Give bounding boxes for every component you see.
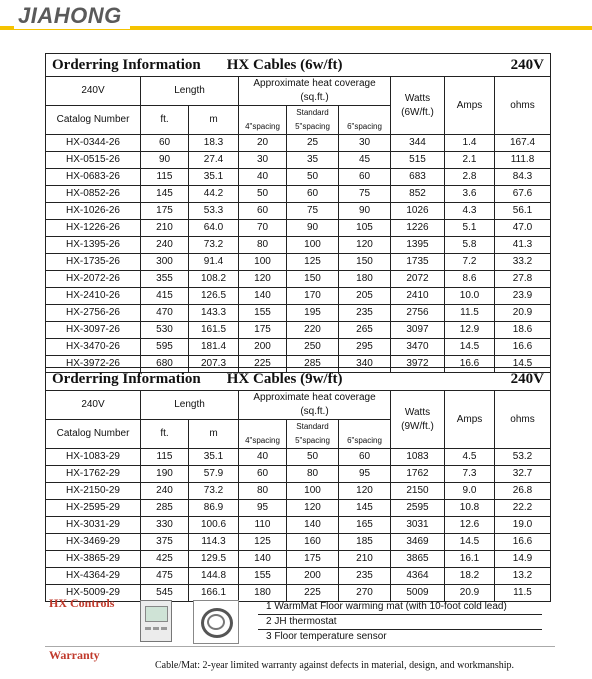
table-cell: 32.7	[495, 466, 551, 483]
floor-sensor-image	[193, 600, 239, 644]
table-cell: 125	[239, 534, 287, 551]
table-row	[46, 500, 551, 517]
table-cell: 175	[287, 551, 339, 568]
table-cell: 16.6	[495, 339, 551, 356]
ohms-header: ohms	[495, 391, 551, 449]
table-cell: 150	[339, 254, 391, 271]
warranty-label: Warranty	[49, 648, 100, 662]
ohms-header: ohms	[495, 77, 551, 135]
table-cell: 95	[339, 466, 391, 483]
table-cell: 10.0	[445, 288, 495, 305]
table-cell: 545	[141, 585, 189, 602]
thermostat-button	[153, 627, 159, 630]
table-row	[46, 449, 551, 466]
table-cell: 22.2	[495, 500, 551, 517]
spacing-5-label: 5"spacing	[295, 122, 330, 131]
table-row	[46, 339, 551, 356]
table-row	[46, 517, 551, 534]
table-cell: HX-1083-29	[46, 449, 141, 466]
table-cell: 225	[239, 356, 287, 373]
table-cell: 285	[141, 500, 189, 517]
table-cell: 425	[141, 551, 189, 568]
table-cell: 95	[239, 500, 287, 517]
table-cell: 11.5	[445, 305, 495, 322]
table-cell: 47.0	[495, 220, 551, 237]
table-cell: HX-2756-26	[46, 305, 141, 322]
table-cell: 16.6	[445, 356, 495, 373]
table-cell: 155	[239, 568, 287, 585]
table-cell: 240	[141, 483, 189, 500]
table-cell: 3972	[391, 356, 445, 373]
table-cell: 80	[239, 483, 287, 500]
table-cell: 27.8	[495, 271, 551, 288]
spacing-6-header: 6"spacing	[339, 420, 391, 449]
table-cell: 4.5	[445, 449, 495, 466]
table-cell: 1083	[391, 449, 445, 466]
spacing-5-standard: Standard	[296, 422, 329, 431]
table-cell: 300	[141, 254, 189, 271]
spacing-4-header: 4"spacing	[239, 420, 287, 449]
table-cell: 160	[287, 534, 339, 551]
catalog-header: Catalog Number	[46, 420, 141, 449]
table-cell: 129.5	[189, 551, 239, 568]
table-cell: 126.5	[189, 288, 239, 305]
table-cell: 3865	[391, 551, 445, 568]
table-cell: 2595	[391, 500, 445, 517]
table-cell: HX-3972-26	[46, 356, 141, 373]
table-cell: 10.8	[445, 500, 495, 517]
table-cell: 40	[239, 449, 287, 466]
table-title: Orderring Information	[52, 371, 201, 387]
table-cell: 170	[287, 288, 339, 305]
voltage-cell: 240V	[46, 391, 141, 420]
table-cell: 530	[141, 322, 189, 339]
table-title: Orderring Information	[52, 57, 201, 73]
table-cell: 44.2	[189, 186, 239, 203]
table-cell: 111.8	[495, 152, 551, 169]
table-cell: 16.1	[445, 551, 495, 568]
table-cell: 73.2	[189, 483, 239, 500]
thermostat-button	[145, 627, 151, 630]
table-cell: 235	[339, 568, 391, 585]
table-cell: 115	[141, 169, 189, 186]
table-row	[46, 466, 551, 483]
table-cell: 100	[239, 254, 287, 271]
table-cell: 11.5	[495, 585, 551, 602]
table-cell: 7.3	[445, 466, 495, 483]
table-cell: 91.4	[189, 254, 239, 271]
table-cell: 8.6	[445, 271, 495, 288]
table-cell: 140	[239, 288, 287, 305]
table-cell: 5.8	[445, 237, 495, 254]
table-cell: 1.4	[445, 135, 495, 152]
table-cell: 5.1	[445, 220, 495, 237]
table-cell: 12.9	[445, 322, 495, 339]
table-cell: 73.2	[189, 237, 239, 254]
m-header: m	[189, 106, 239, 135]
table-cell: 1395	[391, 237, 445, 254]
table-cell: 108.2	[189, 271, 239, 288]
table-cell: 67.6	[495, 186, 551, 203]
watts-unit: (9W/ft.)	[401, 420, 434, 432]
table-cell: 20.9	[495, 305, 551, 322]
table-cell: 515	[391, 152, 445, 169]
table-cell: 114.3	[189, 534, 239, 551]
watts-label: Watts	[404, 406, 431, 418]
table-cell: 2756	[391, 305, 445, 322]
spacing-5-standard: Standard	[296, 108, 329, 117]
table-cell: 13.2	[495, 568, 551, 585]
table-cell: 167.4	[495, 135, 551, 152]
spacing-4-header: 4"spacing	[239, 106, 287, 135]
table-cell: 35.1	[189, 169, 239, 186]
table-row	[46, 305, 551, 322]
sensor-coil-inner	[207, 614, 225, 630]
table-cell: 14.5	[445, 534, 495, 551]
table-cell: 3470	[391, 339, 445, 356]
table-cell: 50	[287, 449, 339, 466]
cable-type: HX Cables (9w/ft)	[226, 371, 343, 387]
table-cell: 140	[287, 517, 339, 534]
table-cell: 2150	[391, 483, 445, 500]
table-cell: 270	[339, 585, 391, 602]
table-cell: 265	[339, 322, 391, 339]
table-cell: 250	[287, 339, 339, 356]
table-cell: HX-3097-26	[46, 322, 141, 339]
table-cell: 7.2	[445, 254, 495, 271]
table-cell: 120	[239, 271, 287, 288]
table-cell: 12.6	[445, 517, 495, 534]
table-cell: 18.3	[189, 135, 239, 152]
table-cell: HX-2410-26	[46, 288, 141, 305]
table-cell: 80	[287, 466, 339, 483]
table-cell: 40	[239, 169, 287, 186]
table-cell: HX-2595-29	[46, 500, 141, 517]
table-cell: 70	[239, 220, 287, 237]
table-cell: 207.3	[189, 356, 239, 373]
table-cell: 295	[339, 339, 391, 356]
table-cell: 100	[287, 483, 339, 500]
brand-logo: JIAHONG	[14, 3, 130, 29]
hx-controls-label: HX Controls	[49, 596, 115, 610]
cable-type: HX Cables (6w/ft)	[226, 57, 343, 73]
table-row	[46, 254, 551, 271]
thermostat-screen	[145, 606, 168, 622]
table-row	[46, 534, 551, 551]
table-cell: HX-3865-29	[46, 551, 141, 568]
table-cell: 166.1	[189, 585, 239, 602]
table-row	[46, 288, 551, 305]
table-cell: 3.6	[445, 186, 495, 203]
table-row	[46, 322, 551, 339]
table-cell: HX-0852-26	[46, 186, 141, 203]
table-row	[46, 271, 551, 288]
table-cell: 190	[141, 466, 189, 483]
table-cell: HX-1735-26	[46, 254, 141, 271]
table-cell: 30	[339, 135, 391, 152]
table-cell: 41.3	[495, 237, 551, 254]
table-cell: HX-0515-26	[46, 152, 141, 169]
table-cell: 27.4	[189, 152, 239, 169]
spacing-6-header: 6"spacing	[339, 106, 391, 135]
table-cell: 120	[287, 500, 339, 517]
table-cell: HX-1026-26	[46, 203, 141, 220]
table-row	[46, 551, 551, 568]
table-cell: 90	[339, 203, 391, 220]
table-cell: 60	[239, 466, 287, 483]
table-cell: 4364	[391, 568, 445, 585]
table-cell: 45	[339, 152, 391, 169]
table-cell: 53.3	[189, 203, 239, 220]
table-cell: HX-3470-26	[46, 339, 141, 356]
watts-header	[391, 391, 445, 449]
table-cell: 195	[287, 305, 339, 322]
table-cell: 30	[239, 152, 287, 169]
table-row	[46, 220, 551, 237]
thermostat-image	[140, 600, 172, 642]
table-cell: 2.1	[445, 152, 495, 169]
table-cell: 84.3	[495, 169, 551, 186]
table-cell: 50	[287, 169, 339, 186]
table-row	[46, 135, 551, 152]
table-row	[46, 483, 551, 500]
length-header: Length	[141, 391, 239, 420]
table-cell: 2.8	[445, 169, 495, 186]
table-cell: 210	[141, 220, 189, 237]
voltage-label: 240V	[510, 57, 544, 73]
table-cell: 175	[141, 203, 189, 220]
table-cell: HX-5009-29	[46, 585, 141, 602]
voltage-label: 240V	[510, 371, 544, 387]
table-cell: 235	[339, 305, 391, 322]
table-cell: 120	[339, 483, 391, 500]
table-cell: 1226	[391, 220, 445, 237]
table-title-row	[46, 54, 551, 77]
m-header: m	[189, 420, 239, 449]
table-cell: 340	[339, 356, 391, 373]
table-cell: 143.3	[189, 305, 239, 322]
table-cell: 285	[287, 356, 339, 373]
table-cell: 60	[239, 203, 287, 220]
component-item: 1 WarmMat Floor warming mat (with 10-foot cold lead)	[258, 600, 542, 615]
table-cell: 595	[141, 339, 189, 356]
table-cell: 3031	[391, 517, 445, 534]
voltage-cell: 240V	[46, 77, 141, 106]
warranty-text: Cable/Mat: 2-year limited warranty against defects in material, design, and workmanship.	[155, 660, 515, 671]
thermostat-button	[161, 627, 167, 630]
table-cell: 23.9	[495, 288, 551, 305]
table-cell: 200	[239, 339, 287, 356]
table-cell: 140	[239, 551, 287, 568]
table-cell: HX-3469-29	[46, 534, 141, 551]
table-cell: 14.5	[495, 356, 551, 373]
table-cell: 415	[141, 288, 189, 305]
table-cell: 35.1	[189, 449, 239, 466]
table-body-9w	[46, 449, 551, 602]
table-cell: HX-2150-29	[46, 483, 141, 500]
table-title-row	[46, 368, 551, 391]
table-cell: 80	[239, 237, 287, 254]
table-cell: 110	[239, 517, 287, 534]
spacing-5-header	[287, 106, 339, 135]
table-cell: 125	[287, 254, 339, 271]
table-cell: 355	[141, 271, 189, 288]
table-row	[46, 585, 551, 602]
table-cell: 33.2	[495, 254, 551, 271]
table-cell: 225	[287, 585, 339, 602]
table-cell: 75	[339, 186, 391, 203]
watts-label: Watts	[404, 92, 431, 104]
table-cell: 155	[239, 305, 287, 322]
table-cell: 150	[287, 271, 339, 288]
table-cell: 75	[287, 203, 339, 220]
watts-unit: (6W/ft.)	[401, 106, 434, 118]
hx-cables-6w-table	[45, 53, 551, 373]
table-cell: 60	[339, 169, 391, 186]
table-cell: 26.8	[495, 483, 551, 500]
table-cell: 20.9	[445, 585, 495, 602]
table-cell: HX-1226-26	[46, 220, 141, 237]
table-cell: 57.9	[189, 466, 239, 483]
table-cell: 180	[239, 585, 287, 602]
table-cell: 144.8	[189, 568, 239, 585]
table-row	[46, 568, 551, 585]
table-cell: 19.0	[495, 517, 551, 534]
table-cell: 475	[141, 568, 189, 585]
table-cell: 100	[287, 237, 339, 254]
table-cell: 145	[339, 500, 391, 517]
table-cell: 470	[141, 305, 189, 322]
table-cell: 175	[239, 322, 287, 339]
table-cell: 4.3	[445, 203, 495, 220]
table-cell: 680	[141, 356, 189, 373]
table-cell: 1735	[391, 254, 445, 271]
table-cell: 5009	[391, 585, 445, 602]
table-cell: 35	[287, 152, 339, 169]
table-cell: 100.6	[189, 517, 239, 534]
table-cell: HX-0683-26	[46, 169, 141, 186]
table-cell: 25	[287, 135, 339, 152]
catalog-header: Catalog Number	[46, 106, 141, 135]
table-cell: HX-2072-26	[46, 271, 141, 288]
table-cell: 165	[339, 517, 391, 534]
table-cell: 90	[141, 152, 189, 169]
ft-header: ft.	[141, 420, 189, 449]
table-cell: 200	[287, 568, 339, 585]
table-cell: 185	[339, 534, 391, 551]
table-cell: 18.2	[445, 568, 495, 585]
table-cell: 2072	[391, 271, 445, 288]
table-cell: 1026	[391, 203, 445, 220]
table-cell: 90	[287, 220, 339, 237]
amps-header: Amps	[445, 391, 495, 449]
table-cell: 3469	[391, 534, 445, 551]
length-header: Length	[141, 77, 239, 106]
table-cell: 14.9	[495, 551, 551, 568]
table-row	[46, 169, 551, 186]
table-cell: 161.5	[189, 322, 239, 339]
table-cell: 852	[391, 186, 445, 203]
table-cell: HX-3031-29	[46, 517, 141, 534]
table-cell: 330	[141, 517, 189, 534]
table-cell: 180	[339, 271, 391, 288]
table-row	[46, 152, 551, 169]
section-divider	[45, 646, 555, 647]
spacing-5-label: 5"spacing	[295, 436, 330, 445]
table-cell: HX-1395-26	[46, 237, 141, 254]
heat-coverage-header: Approximate heat coverage (sq.ft.)	[239, 391, 391, 420]
table-cell: 56.1	[495, 203, 551, 220]
table-body-6w	[46, 135, 551, 373]
heat-coverage-header: Approximate heat coverage (sq.ft.)	[239, 77, 391, 106]
hx-cables-9w-table	[45, 367, 551, 602]
spacing-5-header	[287, 420, 339, 449]
table-cell: 18.6	[495, 322, 551, 339]
table-cell: 375	[141, 534, 189, 551]
table-cell: 64.0	[189, 220, 239, 237]
table-cell: 86.9	[189, 500, 239, 517]
table-cell: 344	[391, 135, 445, 152]
ft-header: ft.	[141, 106, 189, 135]
watts-header	[391, 77, 445, 135]
table-cell: 181.4	[189, 339, 239, 356]
header	[0, 0, 592, 34]
table-cell: 120	[339, 237, 391, 254]
table-cell: 60	[141, 135, 189, 152]
table-cell: HX-4364-29	[46, 568, 141, 585]
table-cell: HX-1762-29	[46, 466, 141, 483]
table-cell: 3097	[391, 322, 445, 339]
table-cell: 20	[239, 135, 287, 152]
table-row	[46, 186, 551, 203]
table-row	[46, 203, 551, 220]
table-row	[46, 237, 551, 254]
table-cell: 683	[391, 169, 445, 186]
component-item: 2 JH thermostat	[258, 615, 542, 630]
table-cell: 50	[239, 186, 287, 203]
table-cell: HX-0344-26	[46, 135, 141, 152]
table-cell: 53.2	[495, 449, 551, 466]
amps-header: Amps	[445, 77, 495, 135]
table-cell: 240	[141, 237, 189, 254]
table-cell: 16.6	[495, 534, 551, 551]
table-cell: 1762	[391, 466, 445, 483]
component-item: 3 Floor temperature sensor	[266, 631, 387, 642]
table-cell: 14.5	[445, 339, 495, 356]
table-cell: 115	[141, 449, 189, 466]
table-cell: 205	[339, 288, 391, 305]
table-cell: 220	[287, 322, 339, 339]
table-cell: 105	[339, 220, 391, 237]
table-cell: 9.0	[445, 483, 495, 500]
table-cell: 60	[287, 186, 339, 203]
table-cell: 145	[141, 186, 189, 203]
table-cell: 2410	[391, 288, 445, 305]
table-cell: 210	[339, 551, 391, 568]
table-cell: 60	[339, 449, 391, 466]
